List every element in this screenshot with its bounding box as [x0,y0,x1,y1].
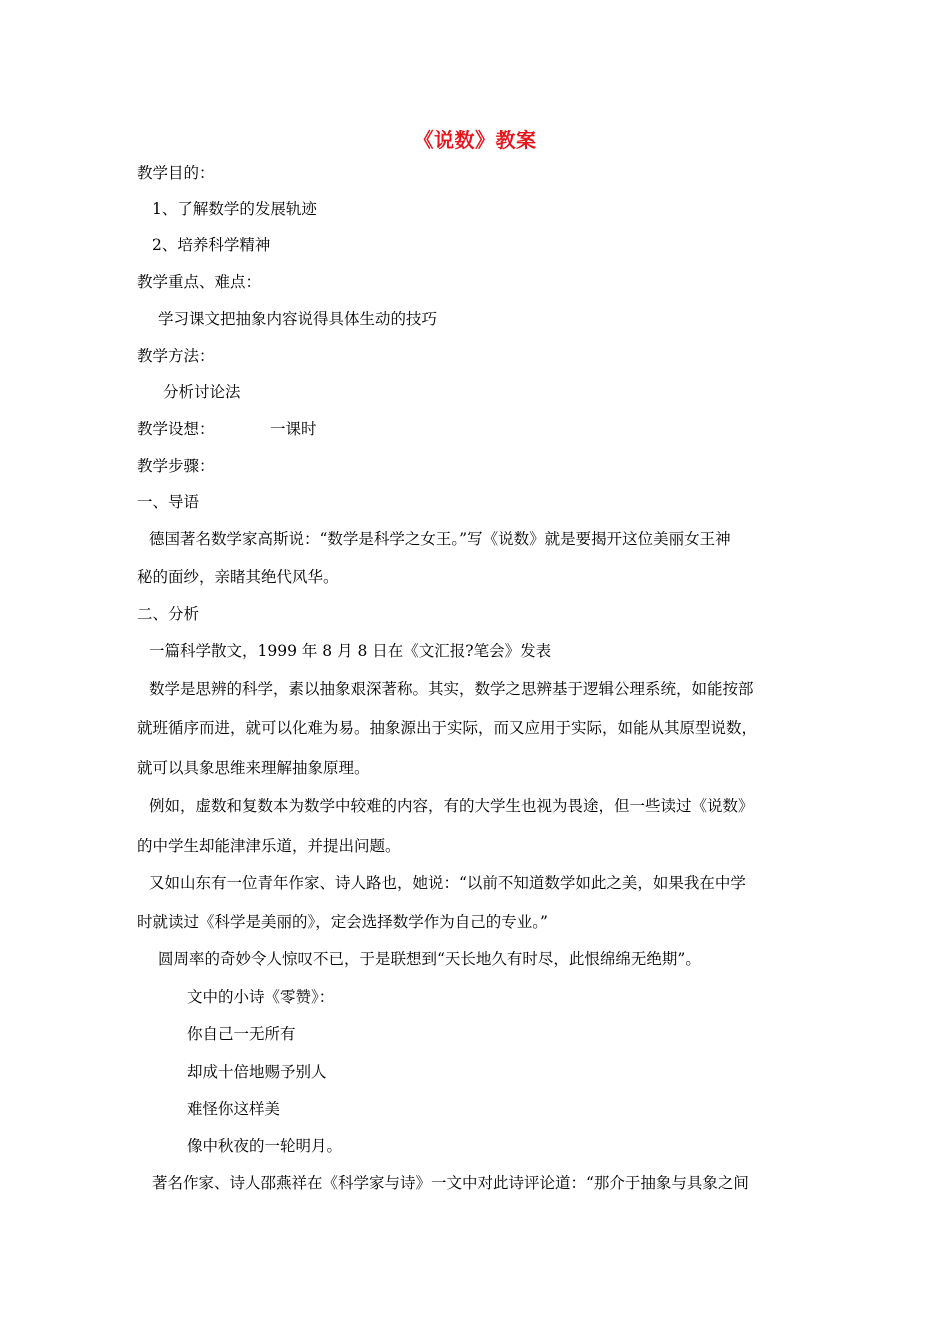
steps-heading: 教学步骤： [137,457,215,475]
analysis-paragraph-3-line-2: 的中学生却能津津乐道，并提出问题。 [137,837,401,855]
method-heading: 教学方法： [137,347,215,365]
objectives-heading: 教学目的： [137,164,215,182]
plan-heading: 教学设想： [137,420,215,438]
key-points-text: 学习课文把抽象内容说得具体生动的技巧 [158,310,438,328]
plan-value: 一课时 [270,420,317,438]
analysis-paragraph-2-line-3: 就可以具象思维来理解抽象原理。 [137,759,370,777]
method-text: 分析讨论法 [163,383,241,401]
poem-line-4: 像中秋夜的一轮明月。 [187,1137,343,1155]
analysis-paragraph-6-line-1: 著名作家、诗人邵燕祥在《科学家与诗》一文中对此诗评论道：“那介于抽象与具象之间 [152,1174,749,1192]
analysis-paragraph-3-line-1: 例如，虚数和复数本为数学中较难的内容，有的大学生也视为畏途，但一些读过《说数》 [149,797,754,815]
poem-line-1: 你自己一无所有 [187,1025,296,1043]
analysis-paragraph-4-line-2: 时就读过《科学是美丽的》，定会选择数学作为自己的专业。” [137,913,548,931]
poem-line-3: 难怪你这样美 [187,1100,281,1118]
document-title: 《说数》教案 [413,128,537,152]
analysis-paragraph-2-line-1: 数学是思辨的科学，素以抽象艰深著称。其实，数学之思辨基于逻辑公理系统，如能按部 [149,680,754,698]
analysis-paragraph-5: 圆周率的奇妙令人惊叹不已，于是联想到“天长地久有时尽，此恨绵绵无绝期”。 [158,950,701,968]
analysis-paragraph-2-line-2: 就班循序而进，就可以化难为易。抽象源出于实际，而又应用于实际，如能从其原型说数， [137,719,758,737]
objective-item-1: 1、了解数学的发展轨迹 [152,200,317,218]
analysis-paragraph-4-line-1: 又如山东有一位青年作家、诗人路也，她说：“以前不知道数学如此之美，如果我在中学 [149,874,746,892]
poem-line-2: 却成十倍地赐予别人 [187,1063,327,1081]
section-heading-analysis: 二、分析 [137,605,200,623]
analysis-paragraph-1: 一篇科学散文，1999 年 8 月 8 日在《文汇报?笔会》发表 [149,642,552,660]
poem-intro: 文中的小诗《零赞》： [187,988,335,1006]
intro-paragraph-line-1: 德国著名数学家高斯说：“数学是科学之女王。”写《说数》就是要揭开这位美丽女王神 [149,530,731,548]
intro-paragraph-line-2: 秘的面纱，亲睹其绝代风华。 [137,568,339,586]
section-heading-intro: 一、导语 [137,493,200,511]
objective-item-2: 2、培养科学精神 [152,236,271,254]
key-points-heading: 教学重点、难点： [137,273,262,291]
